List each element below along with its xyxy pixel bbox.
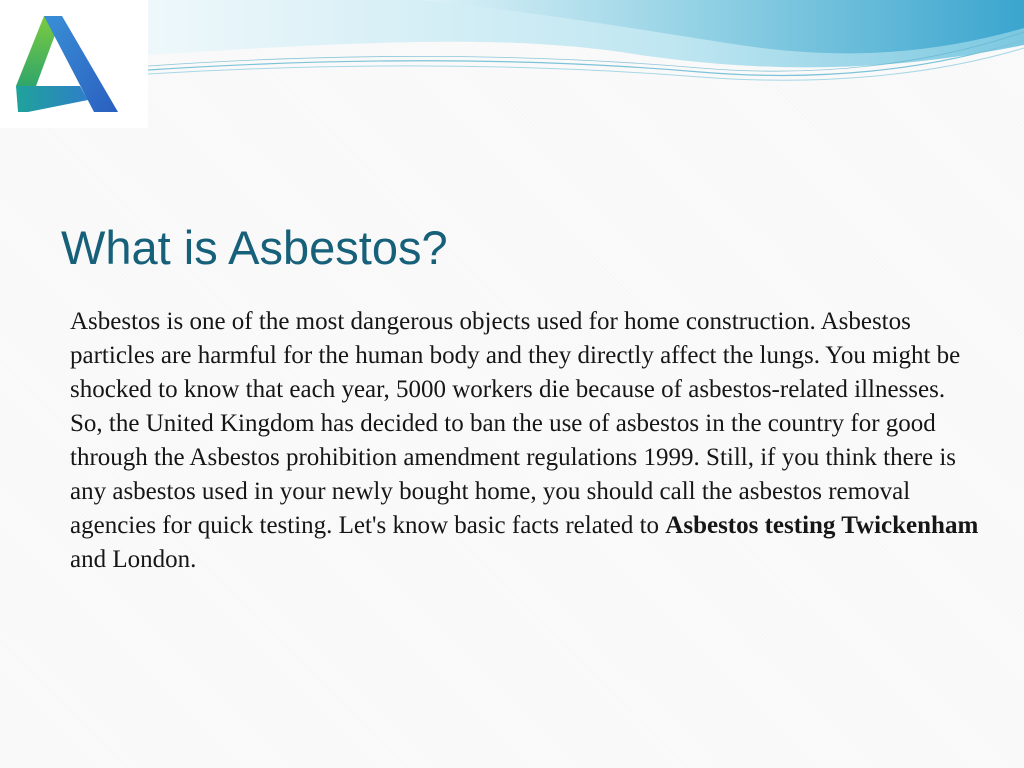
paragraph-ending: and London. xyxy=(70,546,197,573)
logo-panel xyxy=(0,0,148,128)
body-paragraph xyxy=(70,305,980,577)
header-wave-decoration xyxy=(0,0,1024,100)
paragraph-text: Asbestos is one of the most dangerous objects used for home construction. Asbestos particles are harmful for the human body and they directly affect the lungs. You might be shocked to know that each year, 5000 workers die because of asbestos-related illnesses. So, the United Kingdom has decided to ban the use of asbestos in the country for good through the Asbestos prohibition amendment regulations 1999. Still, if you think there is any asbestos used in your newly bought home, you should call the asbestos removal agencies for quick testing. Let's know basic facts related to xyxy=(70,308,961,539)
triangle-a-logo-icon xyxy=(14,14,120,114)
bold-keyword: Asbestos testing Twickenham xyxy=(665,512,979,539)
slide-title: What is Asbestos? xyxy=(61,221,448,274)
